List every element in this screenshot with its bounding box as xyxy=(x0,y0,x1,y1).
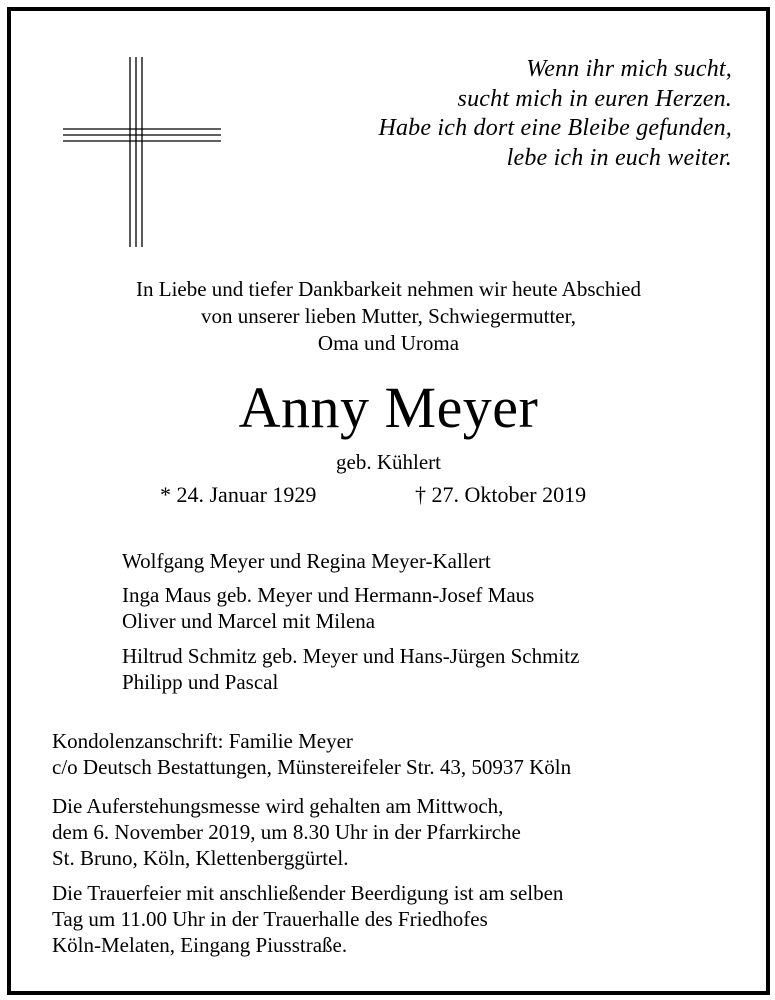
family-line: Hiltrud Schmitz geb. Meyer und Hans-Jürgen Schmitz xyxy=(122,644,580,668)
obituary-notice xyxy=(7,7,770,995)
deceased-name: Anny Meyer xyxy=(238,375,539,440)
condolence-address xyxy=(52,728,571,780)
funeral-line: Tag um 11.00 Uhr in der Trauerhalle des Friedhofes xyxy=(52,907,488,931)
poem-line: Wenn ihr mich sucht, xyxy=(526,56,732,82)
death-date: † 27. Oktober 2019 xyxy=(415,482,587,507)
mass-line: dem 6. November 2019, um 8.30 Uhr in der Pfarrkirche xyxy=(52,820,521,844)
family-line: Wolfgang Meyer und Regina Meyer-Kallert xyxy=(122,549,491,573)
family-group xyxy=(122,582,534,634)
funeral-line: Die Trauerfeier mit anschließender Beerdigung ist am selben xyxy=(52,881,564,905)
intro-line: In Liebe und tiefer Dankbarkeit nehmen wir heute Abschied xyxy=(136,277,641,301)
funeral-line: Köln-Melaten, Eingang Piusstraße. xyxy=(52,933,348,957)
poem-line: lebe ich in euch weiter. xyxy=(506,144,732,171)
family-group xyxy=(122,643,579,695)
poem xyxy=(378,55,732,173)
mass-line: Die Auferstehungsmesse wird gehalten am Mittwoch, xyxy=(52,794,504,818)
maiden-name: geb. Kühlert xyxy=(336,450,441,474)
condolence-line: Kondolenzanschrift: Familie Meyer xyxy=(52,729,353,753)
condolence-line: c/o Deutsch Bestattungen, Münstereifeler Str. 43, 50937 Köln xyxy=(52,755,572,779)
intro-line: Oma und Uroma xyxy=(317,331,460,355)
mass-line: St. Bruno, Köln, Klettenberggürtel. xyxy=(52,846,349,870)
family-line: Philipp und Pascal xyxy=(122,670,279,694)
family-line: Oliver und Marcel mit Milena xyxy=(122,609,376,633)
poem-line: Habe ich dort eine Bleibe gefunden, xyxy=(378,115,732,141)
intro-text xyxy=(11,276,766,357)
intro-line: von unserer lieben Mutter, Schwiegermutter, xyxy=(200,304,577,328)
family-group xyxy=(122,548,491,574)
poem-line: sucht mich in euren Herzen. xyxy=(457,85,732,112)
mass-info xyxy=(52,793,521,871)
funeral-info xyxy=(52,880,563,958)
birth-date: * 24. Januar 1929 xyxy=(160,482,317,507)
family-line: Inga Maus geb. Meyer und Hermann-Josef Maus xyxy=(122,583,535,607)
cross-icon xyxy=(63,57,223,247)
